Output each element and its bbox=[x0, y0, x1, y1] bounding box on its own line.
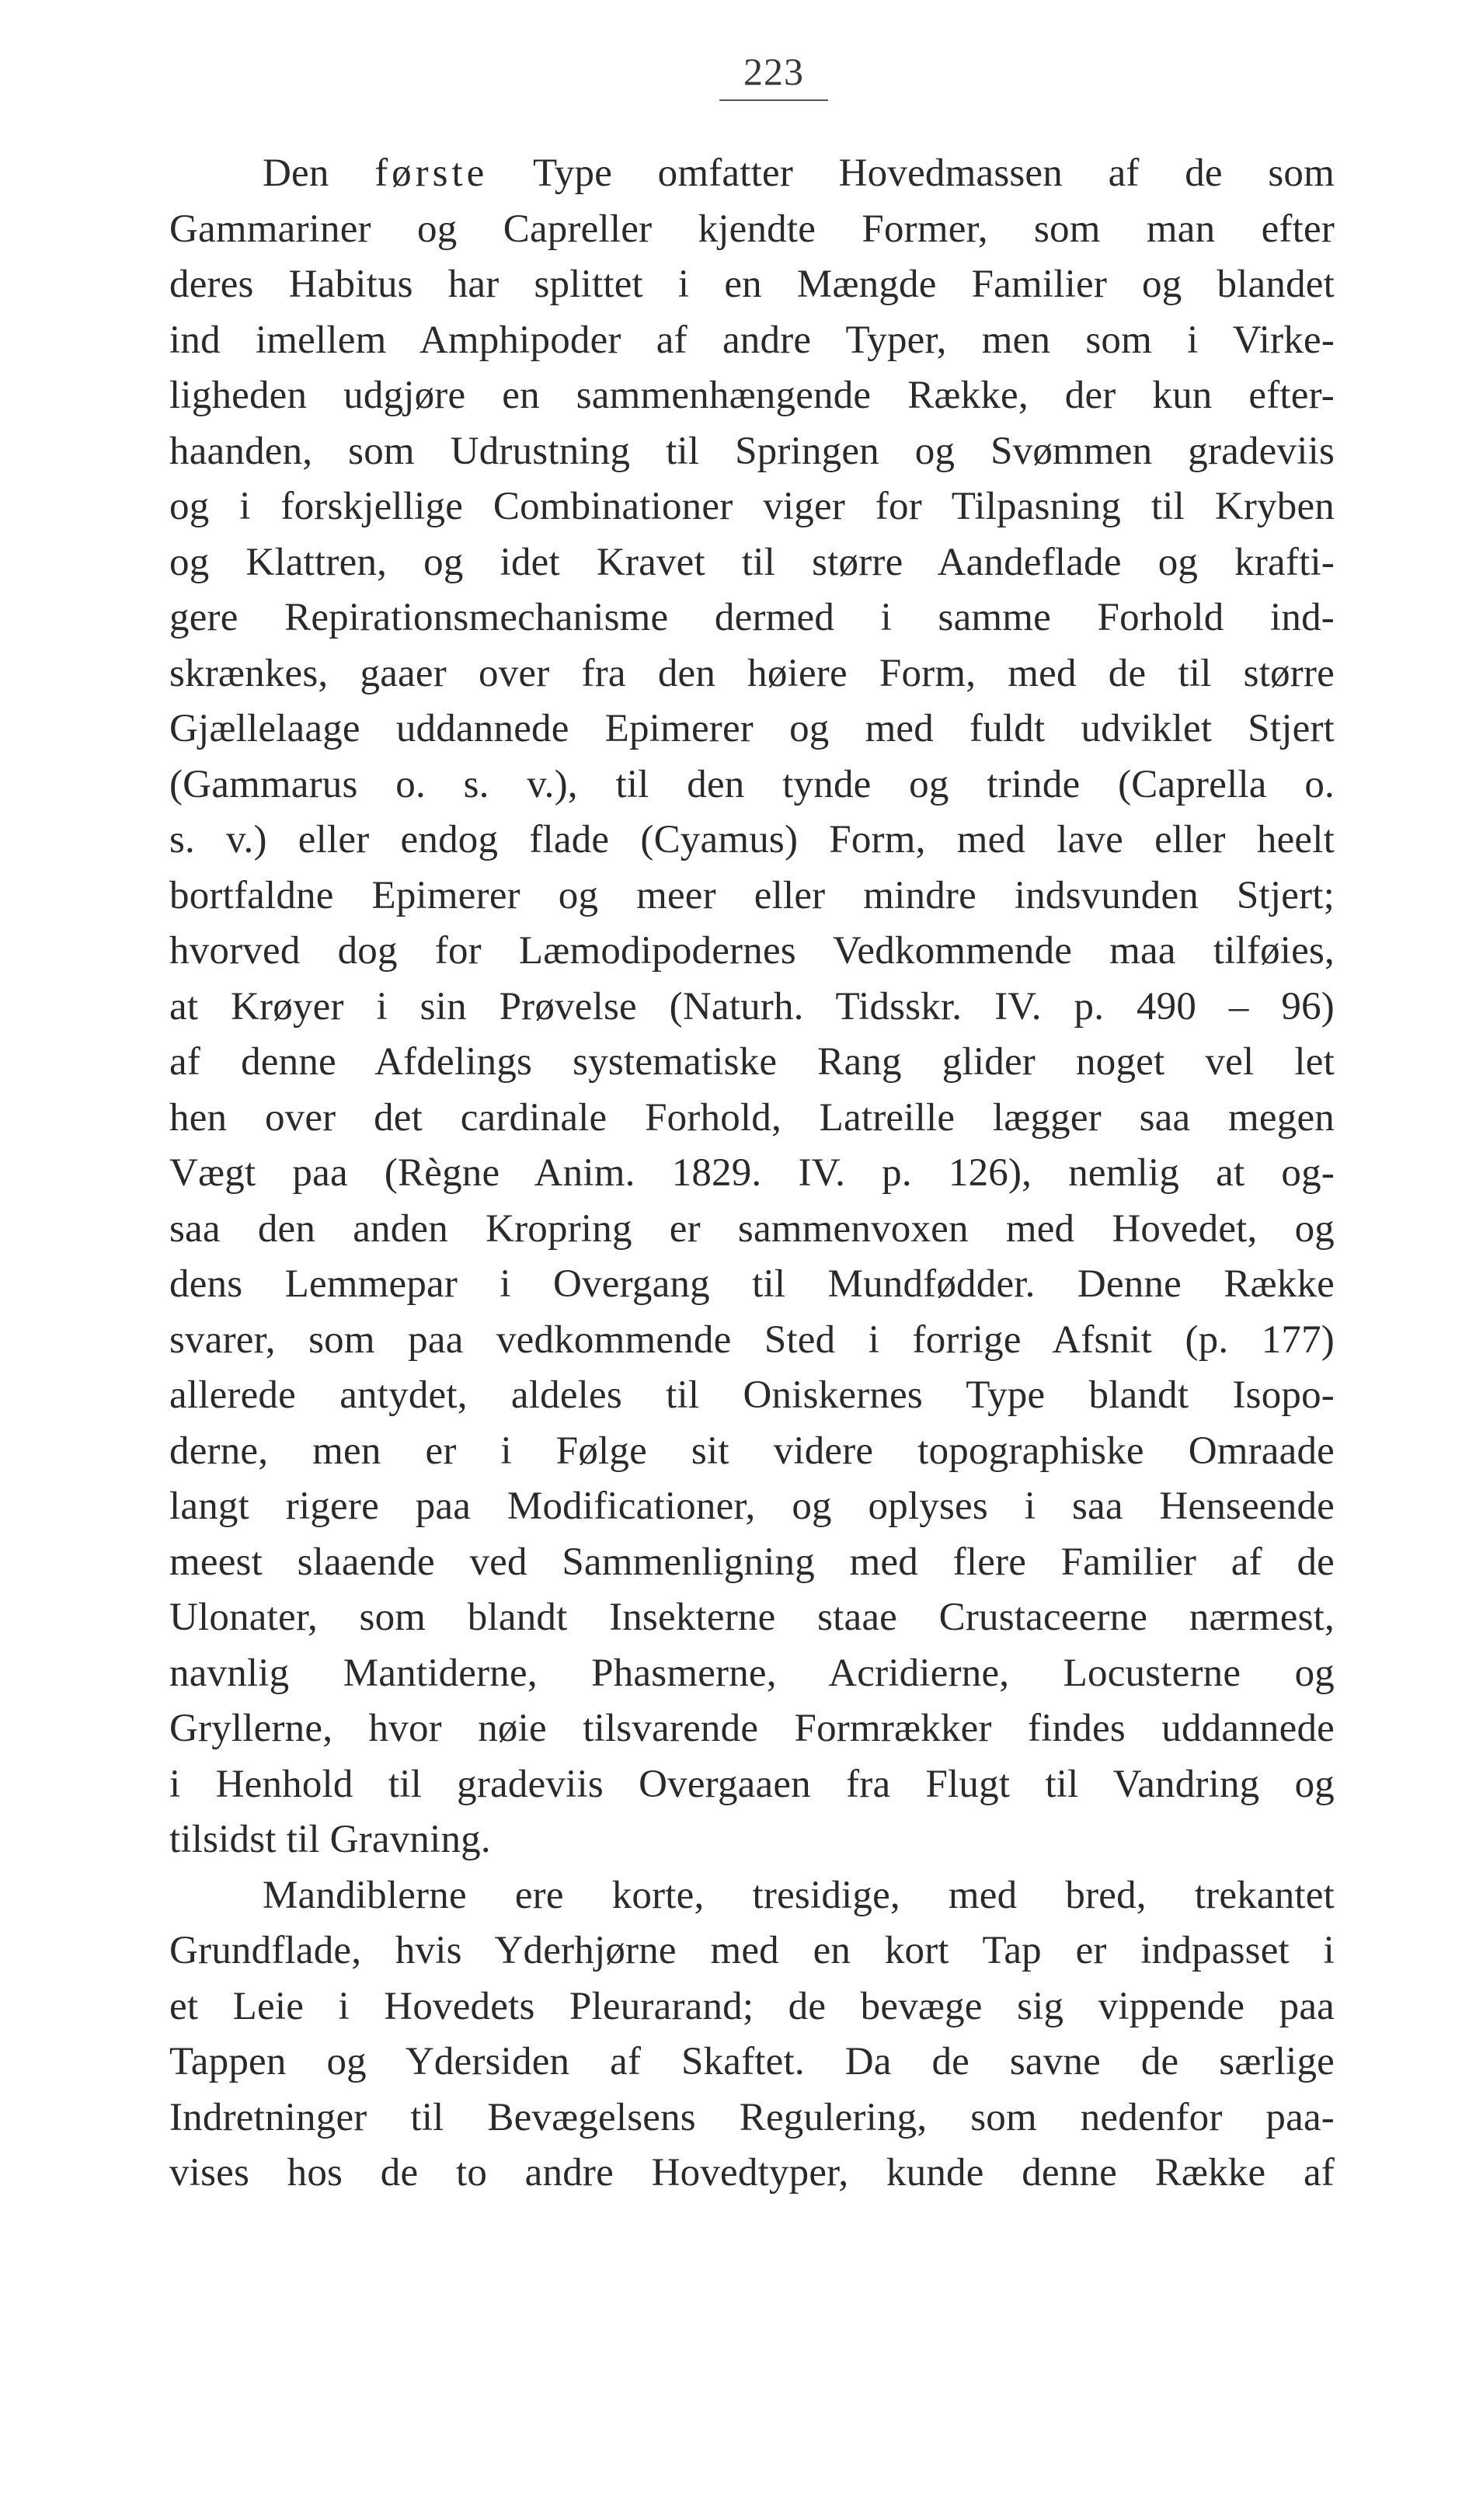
page-header bbox=[712, 47, 836, 101]
paragraph-1-line: allerede antydet, aldeles til Oniskernes Type blandt Isopo- bbox=[169, 1373, 1335, 1417]
paragraph-2-line: et Leie i Hovedets Pleurarand; de bevæge sig vippende paa bbox=[169, 1984, 1335, 2028]
paragraph-1-line: i Henhold til gradeviis Overgaaen fra Flugt til Vandring og bbox=[169, 1762, 1335, 1806]
paragraph-1-line: bortfaldne Epimerer og meer eller mindre indsvunden Stjert; bbox=[169, 873, 1335, 917]
paragraph-1-line: af denne Afdelings systematiske Rang glider noget vel let bbox=[169, 1040, 1335, 1084]
paragraph-2-line: Indretninger til Bevægelsens Regulering, som nedenfor paa- bbox=[169, 2095, 1335, 2139]
paragraph-1-line: navnlig Mantiderne, Phasmerne, Acridierne, Locusterne og bbox=[169, 1651, 1335, 1695]
paragraph-1-line: dens Lemmepar i Overgang til Mundfødder. Denne Række bbox=[169, 1262, 1335, 1306]
paragraph-1-line: s. v.) eller endog flade (Cyamus) Form, med lave eller heelt bbox=[169, 818, 1335, 861]
paragraph-2-line: Mandiblerne ere korte, tresidige, med bred, trekantet bbox=[263, 1873, 1335, 1917]
line-text: Type omfatter Hovedmassen af de som bbox=[488, 151, 1335, 195]
paragraph-1-line: hvorved dog for Læmodipodernes Vedkommende maa tilføies, bbox=[169, 929, 1335, 973]
paragraph-1-line: gere Repirationsmechanisme dermed i samme Forhold ind- bbox=[169, 596, 1335, 639]
paragraph-1-line: ind imellem Amphipoder af andre Typer, men som i Virke- bbox=[169, 318, 1335, 362]
paragraph-1-line: og i forskjellige Combinationer viger for Tilpasning til Kryben bbox=[169, 485, 1335, 528]
paragraph-2-line: vises hos de to andre Hovedtyper, kunde denne Række af bbox=[169, 2151, 1335, 2195]
page-number: 223 bbox=[743, 50, 804, 93]
paragraph-1-line: deres Habitus har splittet i en Mængde Familier og blandet bbox=[169, 263, 1335, 306]
paragraph-1-line: tilsidst til Gravning. bbox=[169, 1818, 491, 1861]
paragraph-1-line: og Klattren, og idet Kravet til større Aandeflade og krafti- bbox=[169, 540, 1335, 584]
paragraph-2-line: Grundflade, hvis Yderhjørne med en kort Tap er indpasset i bbox=[169, 1929, 1335, 1972]
paragraph-1-line: skrænkes, gaaer over fra den høiere Form, med de til større bbox=[169, 651, 1335, 695]
lead-word: Den bbox=[263, 151, 329, 195]
paragraph-1-line: Gammariner og Capreller kjendte Former, som man efter bbox=[169, 207, 1335, 251]
spaced-word: første bbox=[374, 151, 489, 195]
paragraph-1-line: derne, men er i Følge sit videre topographiske Omraade bbox=[169, 1429, 1335, 1473]
paragraph-1-line: haanden, som Udrustning til Springen og Svømmen gradeviis bbox=[169, 429, 1335, 473]
paragraph-1-line: hen over det cardinale Forhold, Latreille lægger saa megen bbox=[169, 1095, 1335, 1140]
paragraph-1-line: Vægt paa (Règne Anim. 1829. IV. p. 126), nemlig at og- bbox=[169, 1151, 1335, 1195]
paragraph-1-line: svarer, som paa vedkommende Sted i forrige Afsnit (p. 177) bbox=[169, 1317, 1335, 1362]
paragraph-1-line: langt rigere paa Modificationer, og oplyses i saa Henseende bbox=[169, 1485, 1335, 1528]
paragraph-1-line: Gryllerne, hvor nøie tilsvarende Formrækker findes uddannede bbox=[169, 1707, 1335, 1750]
body-text bbox=[169, 146, 1335, 2202]
paragraph-1-line: Gjællelaage uddannede Epimerer og med fuldt udviklet Stjert bbox=[169, 707, 1335, 750]
paragraph-1-line: at Krøyer i sin Prøvelse (Naturh. Tidsskr. IV. p. 490 – 96) bbox=[169, 984, 1335, 1029]
paragraph-1-line: Ulonater, som blandt Insekterne staae Crustaceerne nærmest, bbox=[169, 1596, 1335, 1639]
header-rule bbox=[719, 99, 828, 101]
paragraph-1-line: meest slaaende ved Sammenligning med flere Familier af de bbox=[169, 1540, 1335, 1584]
paragraph-2-line: Tappen og Ydersiden af Skaftet. Da de savne de særlige bbox=[169, 2040, 1335, 2083]
paragraph-1-line-1 bbox=[169, 146, 1335, 202]
paragraph-1-line: (Gammarus o. s. v.), til den tynde og trinde (Caprella o. bbox=[169, 762, 1335, 806]
paragraph-1-line: ligheden udgjøre en sammenhængende Række, der kun efter- bbox=[169, 374, 1335, 417]
paragraph-1-line: saa den anden Kropring er sammenvoxen med Hovedet, og bbox=[169, 1206, 1335, 1251]
